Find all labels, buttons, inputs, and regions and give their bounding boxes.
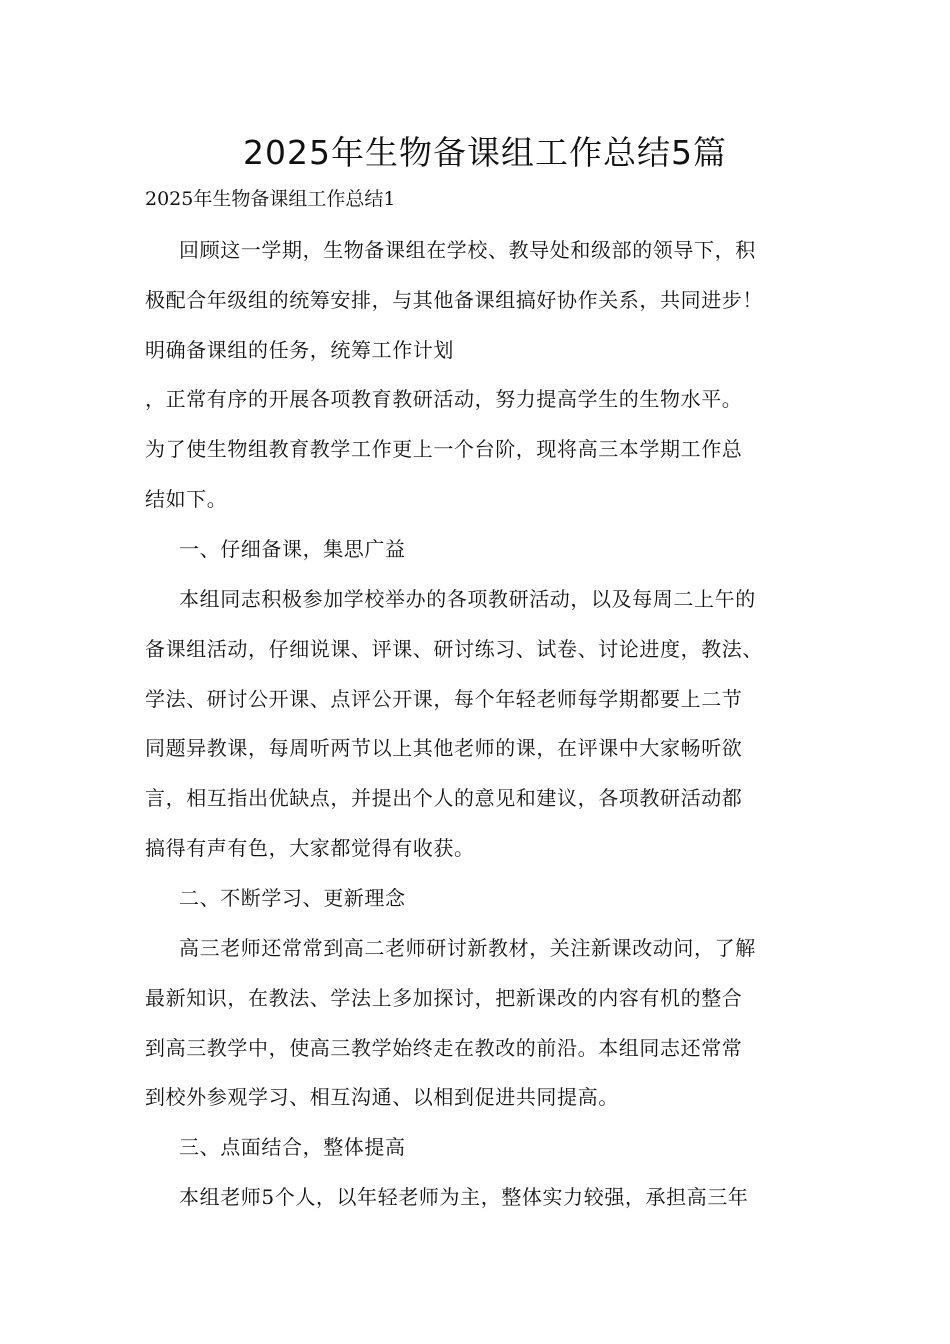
paragraph-line: 学法、研讨公开课、点评公开课，每个年轻老师每学期都要上二节 <box>145 687 743 711</box>
paragraph-line: 回顾这一学期，生物备课组在学校、教导处和级部的领导下，积 <box>179 238 756 262</box>
paragraph-line: 最新知识，在教法、学法上多加探讨，把新课改的内容有机的整合 <box>145 986 743 1010</box>
paragraph-line: 明确备课组的任务，统筹工作计划 <box>145 338 454 362</box>
paragraph-line: 极配合年级组的统筹安排，与其他备课组搞好协作关系，共同进步！ <box>145 288 763 312</box>
paragraph-line: 到校外参观学习、相互沟通、以相到促进共同提高。 <box>145 1085 619 1109</box>
paragraph-line: ，正常有序的开展各项教育教研活动，努力提高学生的生物水平。 <box>145 387 743 411</box>
paragraph-line: 到高三教学中，使高三教学始终走在教改的前沿。本组同志还常常 <box>145 1036 743 1060</box>
paragraph-line: 搞得有声有色，大家都觉得有收获。 <box>145 836 475 860</box>
paragraph-line: 为了使生物组教育教学工作更上一个台阶，现将高三本学期工作总 <box>145 437 743 461</box>
paragraph-line: 备课组活动，仔细说课、评课、研讨练习、试卷、讨论进度，教法、 <box>145 637 763 661</box>
section-heading: 一、仔细备课，集思广益 <box>179 537 406 561</box>
section-heading: 三、点面结合，整体提高 <box>179 1135 406 1159</box>
paragraph-line: 结如下。 <box>145 487 228 511</box>
paragraph-line: 同题异教课，每周听两节以上其他老师的课，在评课中大家畅听欲 <box>145 736 743 760</box>
paragraph-line: 高三老师还常常到高二老师研讨新教材，关注新课改动问，了解 <box>179 936 756 960</box>
section-heading: 二、不断学习、更新理念 <box>179 886 406 910</box>
document-subtitle: 2025年生物备课组工作总结1 <box>145 188 396 210</box>
paragraph-line: 本组同志积极参加学校举办的各项教研活动，以及每周二上午的 <box>179 587 756 611</box>
paragraph-line: 本组老师5个人，以年轻老师为主，整体实力较强，承担高三年 <box>179 1185 749 1209</box>
document-title: 2025年生物备课组工作总结5篇 <box>243 133 727 172</box>
paragraph-line: 言，相互指出优缺点，并提出个人的意见和建议，各项教研活动都 <box>145 786 743 810</box>
